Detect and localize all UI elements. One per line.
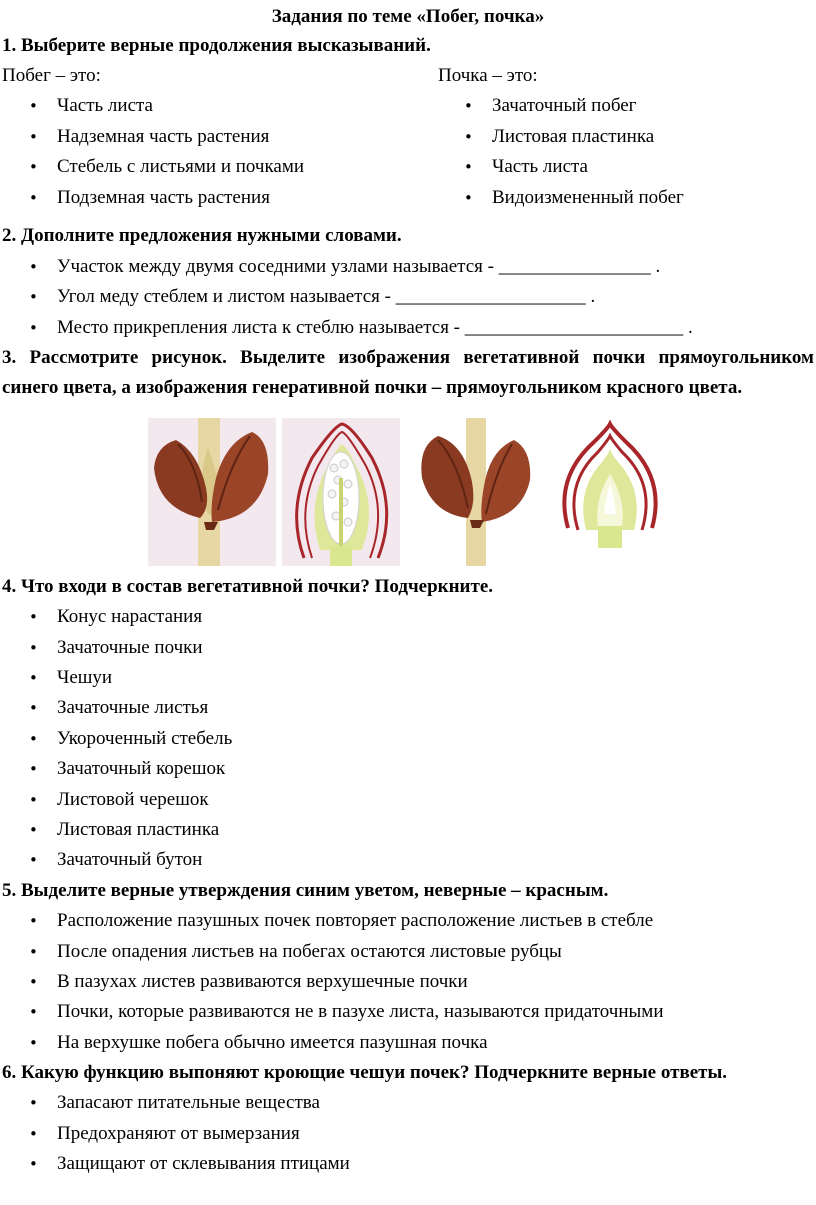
q2-list [0,252,816,343]
bud-section-image-4[interactable] [554,418,666,566]
q5-heading: 5. Выделите верные утверждения синим уветом, неверные – красным. [2,879,609,901]
list-item[interactable]: • Защищают от склевывания птицами [0,1149,816,1179]
statement-item[interactable]: • Почки, которые развиваются не в пазухе листа, называются придаточными [0,997,816,1027]
list-item[interactable]: • Зачаточный побег [436,91,816,121]
list-item[interactable]: • Предохраняют от вымерзания [0,1119,816,1149]
list-item[interactable]: • Зачаточный бутон [0,845,816,875]
statement-item[interactable]: • После опадения листьев на побегах остаются листовые рубцы [0,937,816,967]
q1-right-column [436,61,816,213]
list-item[interactable]: • Чешуи [0,663,816,693]
statement-item[interactable]: • В пазухах листев развиваются верхушечные почки [0,967,816,997]
vegetative-bud-image-1[interactable] [148,418,276,566]
q4-heading: 4. Что входи в состав вегетативной почки? Подчеркните. [2,575,494,597]
statement-item[interactable]: • На верхушке побега обычно имеется пазушная почка [0,1028,816,1058]
list-item[interactable]: • Зачаточный корешок [0,754,816,784]
list-item[interactable]: • Листовая пластинка [436,122,816,152]
list-item[interactable]: • Укороченный стебель [0,724,816,754]
page-title: Задания по теме «Побег, почка» [271,6,545,27]
fill-in-item[interactable]: • Место прикрепления листа к стеблю называется - _______________________ . [0,313,816,343]
list-item[interactable]: • Часть листа [0,91,436,121]
q6-heading: 6. Какую функцию выпоняют кроющие чешуи почек? Подчеркните верные ответы. [2,1062,728,1084]
list-item[interactable]: • Видоизмененный побег [436,183,816,213]
bud-images [0,410,816,568]
list-item[interactable]: • Запасают питательные вещества [0,1088,816,1118]
q3-heading: 3. Рассмотрите рисунок. Выделите изображения вегетативной почки прямоугольником синего цвета, а изображения генеративной почки – прямоугольником красного цвета. [2,346,814,399]
q5-list [0,906,816,1058]
q1-left-head: Побег – это: [2,65,101,87]
list-item[interactable]: • Листовая пластинка [0,815,816,845]
list-item[interactable]: • Зачаточные листья [0,693,816,723]
generative-bud-image-3[interactable] [412,418,540,566]
list-item[interactable]: • Часть листа [436,152,816,182]
list-item[interactable]: • Конус нарастания [0,602,816,632]
q2-heading: 2. Дополните предложения нужными словами. [2,225,402,247]
list-item[interactable]: • Стебель с листьями и почками [0,152,436,182]
bud-section-image-2[interactable] [282,418,400,566]
statement-item[interactable]: • Расположение пазушных почек повторяет расположение листьев в стебле [0,906,816,936]
q1-heading: 1. Выберите верные продолжения высказываний. [2,35,431,56]
list-item[interactable]: • Подземная часть растения [0,183,436,213]
q4-list [0,602,816,876]
fill-in-item[interactable]: • Угол меду стеблем и листом называется - ____________________ . [0,282,816,312]
q1-left-list [0,91,436,213]
q6-list [0,1088,816,1179]
q1-right-head: Почка – это: [438,65,538,87]
list-item[interactable]: • Надземная часть растения [0,122,436,152]
list-item[interactable]: • Зачаточные почки [0,633,816,663]
list-item[interactable]: • Листовой черешок [0,785,816,815]
q1-columns [0,61,816,221]
fill-in-item[interactable]: • Участок между двумя соседними узлами называется - ________________ . [0,252,816,282]
q1-left-column [0,61,436,213]
q1-right-list [436,91,816,213]
